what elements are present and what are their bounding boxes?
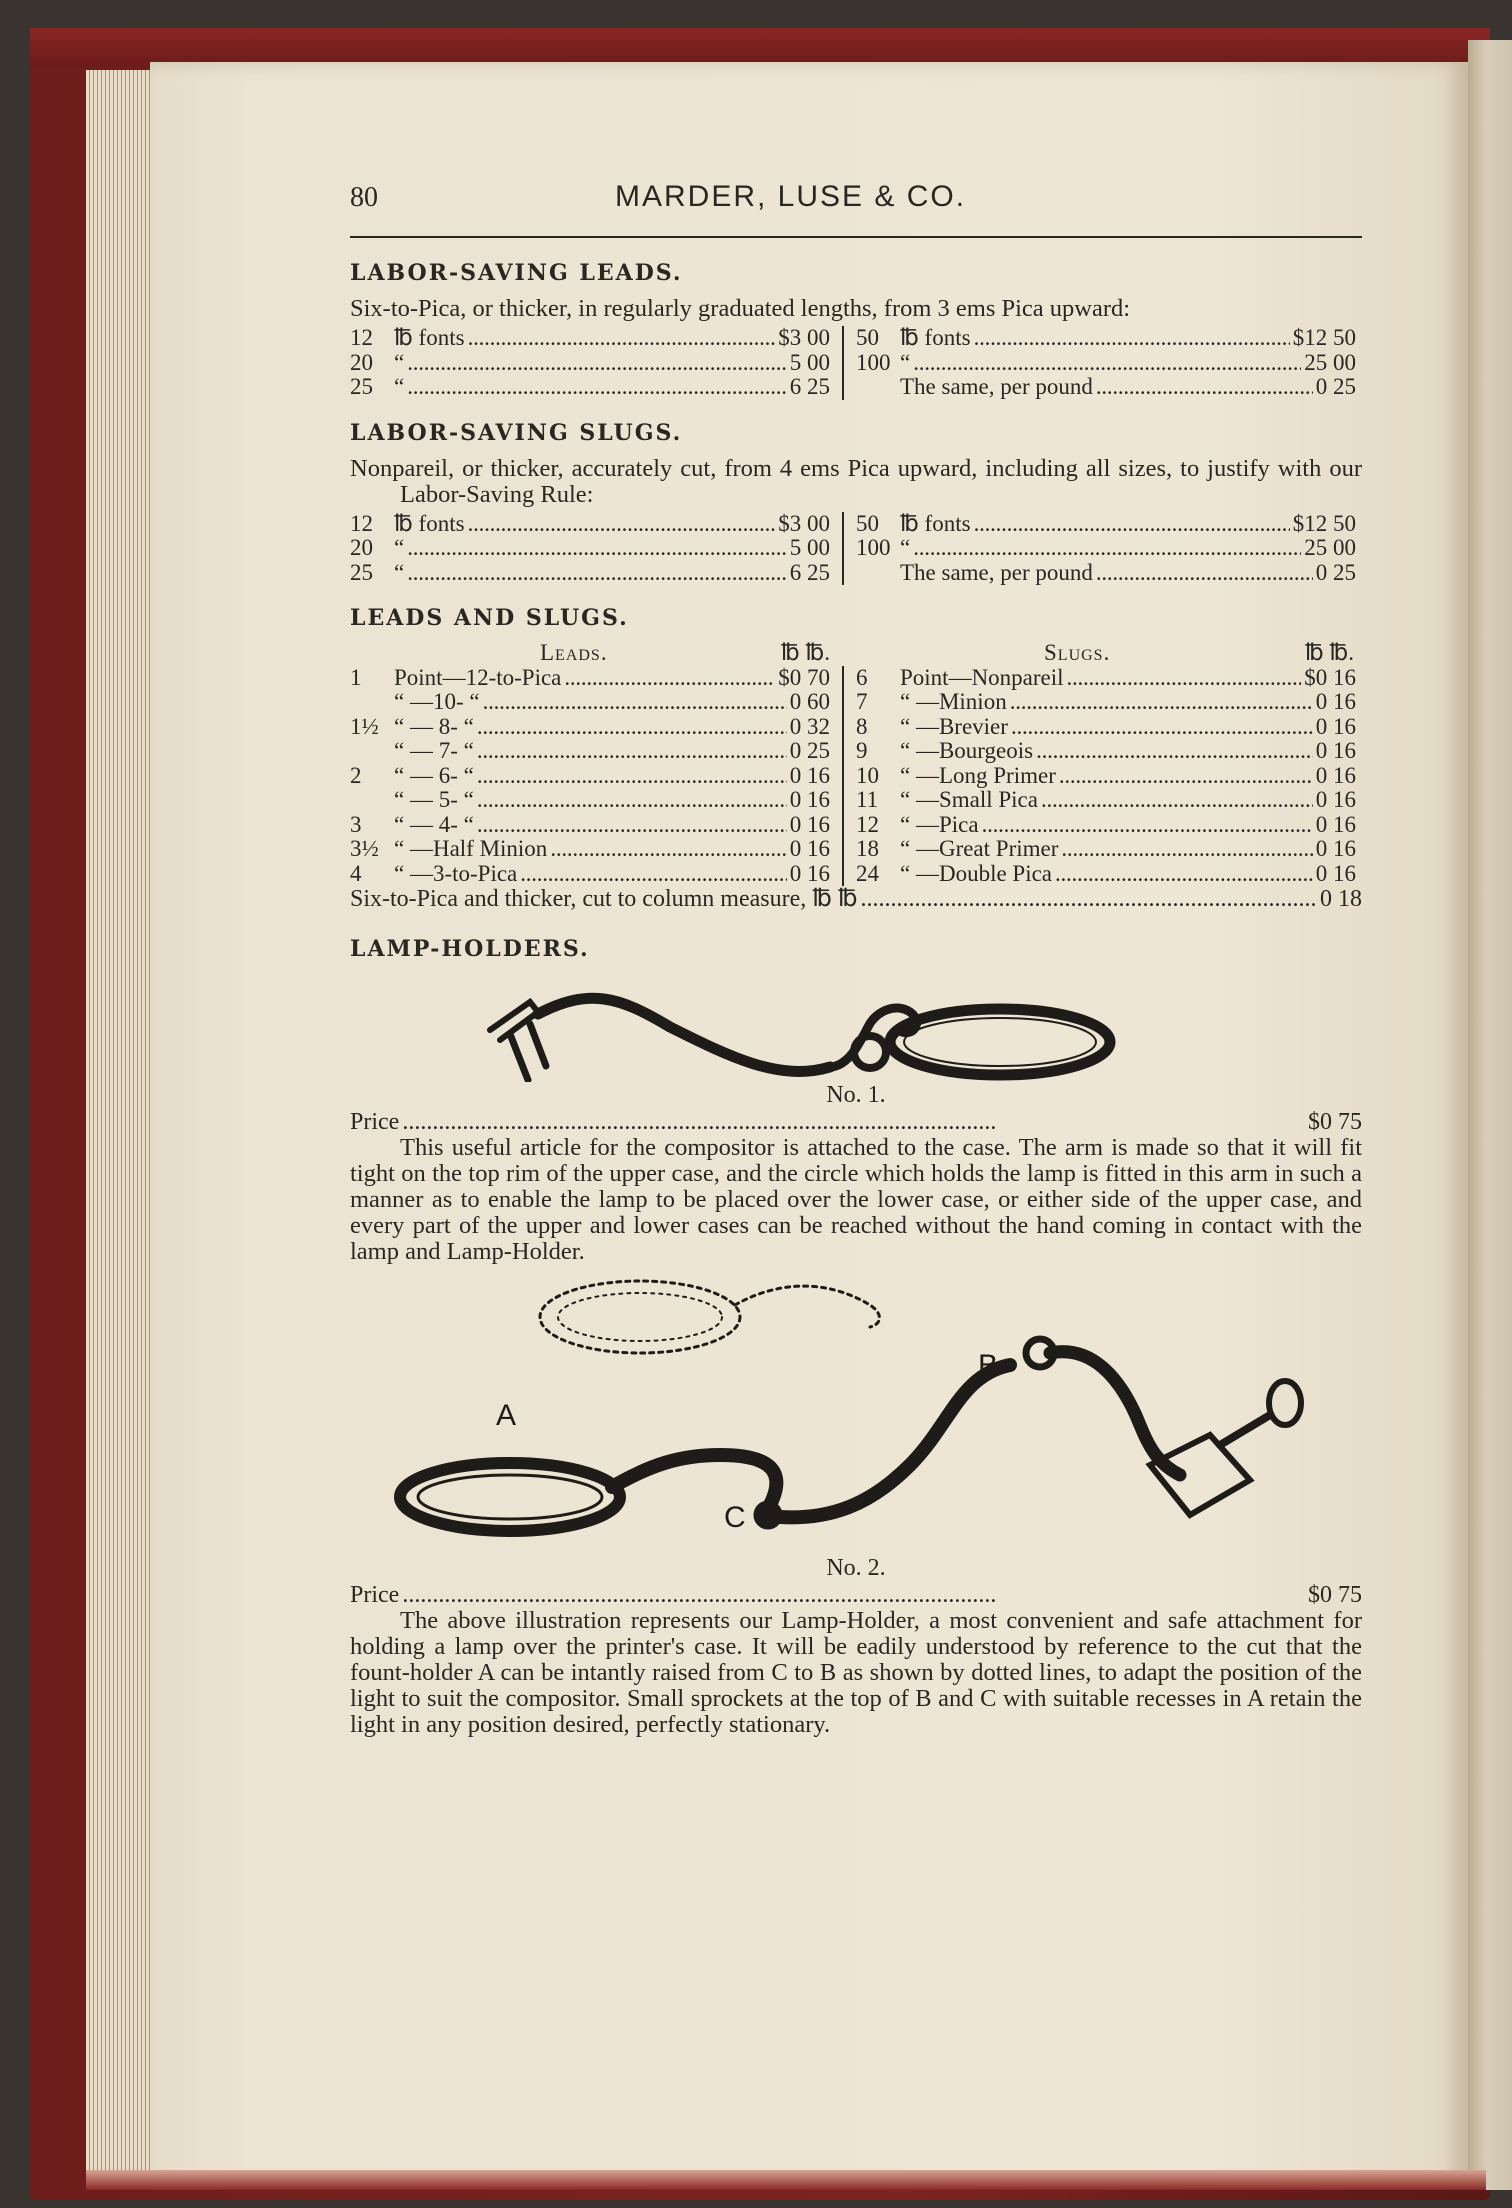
leader-dots bbox=[407, 536, 787, 561]
row-price: $12 50 bbox=[1292, 510, 1356, 536]
row-label: “ —3-to-Pica bbox=[394, 860, 518, 886]
row-label: The same, per pound bbox=[900, 559, 1093, 585]
row-label: “ —10- “ bbox=[394, 689, 480, 714]
price-row bbox=[856, 813, 1356, 838]
row-price: 0 16 bbox=[1315, 836, 1356, 861]
row-quantity: 7 bbox=[856, 689, 868, 714]
page-number: 80 bbox=[350, 182, 378, 213]
row-quantity: 2 bbox=[350, 762, 362, 788]
row-label: “ — 7- “ bbox=[394, 738, 474, 763]
label-c: C bbox=[724, 1501, 746, 1534]
leader-dots bbox=[974, 326, 1290, 351]
row-quantity: 100 bbox=[856, 349, 891, 375]
leader-dots bbox=[1067, 666, 1302, 691]
section-title-lamp-holders: LAMP-HOLDERS. bbox=[350, 936, 590, 962]
row-label: Point—Nonpareil bbox=[900, 664, 1064, 690]
price-row bbox=[856, 837, 1356, 862]
row-quantity: 3½ bbox=[350, 836, 379, 861]
leader-dots bbox=[1096, 375, 1313, 400]
row-label: The same, per pound bbox=[900, 374, 1093, 399]
lamp-holder-no1-illustration bbox=[350, 972, 1362, 1082]
row-price: 0 25 bbox=[1315, 374, 1356, 399]
slugs-left-column bbox=[350, 512, 844, 586]
row-quantity: 12 bbox=[350, 325, 373, 350]
leader-dots bbox=[407, 561, 787, 586]
leader-dots bbox=[477, 739, 787, 764]
leads-description: Six-to-Pica, or thicker, in regularly graduated lengths, from 3 ems Pica upward: bbox=[350, 295, 1131, 322]
leader-dots bbox=[982, 813, 1313, 838]
slugs-list bbox=[844, 666, 1356, 887]
leader-dots bbox=[1011, 715, 1313, 740]
price-no2: $0 75 bbox=[1308, 1582, 1362, 1608]
column-measure-label: Six-to-Pica and thicker, cut to column measure, ℔ ℔ bbox=[350, 886, 858, 912]
leader-dots bbox=[483, 690, 787, 715]
row-quantity: 24 bbox=[856, 860, 879, 886]
row-price: $3 00 bbox=[778, 325, 830, 350]
row-price: 0 16 bbox=[1315, 689, 1356, 714]
figure-caption-no1: No. 1. bbox=[826, 1082, 886, 1108]
leader-dots bbox=[913, 536, 1301, 561]
row-quantity: 25 bbox=[350, 559, 373, 585]
leads-unit: ℔ ℔. bbox=[780, 640, 830, 665]
price-row bbox=[856, 715, 1356, 740]
row-quantity bbox=[350, 788, 394, 813]
slugs-price-table bbox=[350, 512, 1362, 586]
price-row bbox=[350, 715, 830, 740]
row-quantity bbox=[350, 690, 394, 715]
row-label: “ bbox=[394, 349, 405, 375]
leader-dots bbox=[468, 326, 776, 351]
page-content bbox=[350, 180, 1362, 1738]
row-price: $0 16 bbox=[1304, 664, 1356, 690]
price-row bbox=[856, 788, 1356, 813]
row-label: “ bbox=[394, 535, 405, 560]
lamp-holder-no1-figure bbox=[350, 972, 1362, 1082]
row-price: 0 16 bbox=[1315, 787, 1356, 812]
row-label: “ — 5- “ bbox=[394, 787, 474, 812]
price-row bbox=[350, 536, 830, 561]
lamp-holder-no1-description: This useful article for the compositor is attached to the case. The arm is made so that it will fit tight on the top rim of the upper case, and the circle which holds the lamp is fitted in this arm in such a manner as to enable the lamp to be placed over the lower case, or either side of the upper case, and every part of the upper and lower cases can be reached without the hand coming in contact with the lamp and Lamp-Holder. bbox=[350, 1134, 1362, 1265]
leader-dots bbox=[1041, 788, 1313, 813]
leader-dots bbox=[913, 351, 1301, 376]
price-row-no2 bbox=[350, 1582, 1362, 1608]
row-price: 5 00 bbox=[789, 535, 830, 560]
price-row bbox=[350, 862, 830, 887]
row-quantity: 10 bbox=[856, 762, 879, 788]
leader-dots bbox=[1055, 862, 1313, 887]
leads-header: Leads. bbox=[540, 640, 608, 665]
row-price: 0 16 bbox=[1315, 713, 1356, 739]
row-quantity: 8 bbox=[856, 713, 868, 739]
row-quantity: 1½ bbox=[350, 713, 379, 739]
row-price: 0 16 bbox=[789, 787, 830, 812]
leader-dots bbox=[477, 813, 787, 838]
row-label: “ bbox=[900, 349, 911, 375]
row-quantity: 3 bbox=[350, 811, 362, 837]
row-quantity: 25 bbox=[350, 374, 373, 399]
price-row bbox=[350, 788, 830, 813]
row-price: 0 16 bbox=[789, 860, 830, 886]
row-quantity: 20 bbox=[350, 535, 373, 560]
row-label: ℔ fonts bbox=[900, 510, 971, 536]
slugs-description: Nonpareil, or thicker, accurately cut, from 4 ems Pica upward, including all sizes, to justify with our Labor-Saving Rule: bbox=[350, 454, 1362, 508]
row-price: $0 70 bbox=[778, 664, 830, 690]
row-price: 0 25 bbox=[789, 738, 830, 763]
row-label: “ —Small Pica bbox=[900, 787, 1038, 812]
leader-dots bbox=[407, 375, 787, 400]
price-row bbox=[856, 739, 1356, 764]
price-row bbox=[856, 862, 1356, 887]
row-price: 0 16 bbox=[789, 762, 830, 788]
leader-dots bbox=[402, 1109, 1305, 1135]
slugs-right-column bbox=[844, 512, 1356, 586]
price-row bbox=[350, 561, 830, 586]
section-title-leads-slugs: LEADS AND SLUGS. bbox=[350, 605, 629, 631]
lamp-holder-no2-description: The above illustration represents our Lamp-Holder, a most convenient and safe attachment for holding a lamp over the printer's case. It will be eadily understood by reference to the cut that the fount-holder A can be intantly raised from C to B as shown by dotted lines, to adapt the position of the light to suit the compositor. Small sprockets at the top of B and C with suitable recesses in A retain the light in any position desired, perfectly stationary. bbox=[350, 1607, 1362, 1738]
row-quantity bbox=[856, 561, 900, 586]
leads-col-header bbox=[350, 641, 842, 666]
row-price: 6 25 bbox=[789, 559, 830, 585]
row-price: $3 00 bbox=[778, 510, 830, 536]
lamp-holder-no2-illustration bbox=[350, 1265, 1362, 1555]
row-label: “ bbox=[394, 559, 405, 585]
price-no1: $0 75 bbox=[1308, 1109, 1362, 1135]
leader-dots bbox=[861, 886, 1317, 912]
row-quantity: 4 bbox=[350, 860, 362, 886]
figure-caption-no2: No. 2. bbox=[826, 1555, 886, 1581]
section-title-slugs: LABOR-SAVING SLUGS. bbox=[350, 419, 683, 446]
price-label-no1: Price bbox=[350, 1109, 400, 1135]
row-label: “ —Bourgeois bbox=[900, 738, 1034, 763]
row-label: ℔ fonts bbox=[394, 325, 465, 350]
price-row bbox=[856, 561, 1356, 586]
row-label: “ —Brevier bbox=[900, 713, 1008, 739]
leader-dots bbox=[468, 512, 776, 537]
row-label: “ —Pica bbox=[900, 811, 979, 837]
price-row bbox=[350, 837, 830, 862]
row-label: “ —Double Pica bbox=[900, 860, 1053, 886]
slugs-unit: ℔ ℔. bbox=[1304, 640, 1354, 665]
leader-dots bbox=[1096, 561, 1313, 586]
leader-dots bbox=[407, 351, 787, 376]
row-quantity: 50 bbox=[856, 325, 879, 350]
row-price: 0 16 bbox=[1315, 738, 1356, 763]
price-row bbox=[350, 739, 830, 764]
row-quantity: 9 bbox=[856, 738, 868, 763]
price-row bbox=[856, 536, 1356, 561]
leader-dots bbox=[1010, 690, 1313, 715]
price-row bbox=[856, 326, 1356, 351]
price-row bbox=[856, 666, 1356, 691]
row-quantity bbox=[856, 375, 900, 400]
price-row bbox=[856, 512, 1356, 537]
lamp-holder-no2-figure bbox=[350, 1265, 1362, 1555]
price-label-no2: Price bbox=[350, 1582, 400, 1608]
row-label: “ —Great Primer bbox=[900, 836, 1059, 861]
price-row bbox=[350, 764, 830, 789]
row-price: 0 16 bbox=[789, 811, 830, 837]
leads-left-column bbox=[350, 326, 844, 400]
page-header bbox=[350, 180, 1362, 238]
row-quantity: 6 bbox=[856, 664, 868, 690]
row-quantity: 1 bbox=[350, 664, 362, 690]
row-quantity: 12 bbox=[350, 510, 373, 536]
row-price: 0 60 bbox=[789, 689, 830, 714]
row-label: “ —Long Primer bbox=[900, 762, 1056, 788]
leader-dots bbox=[402, 1582, 1305, 1608]
row-price: 25 00 bbox=[1304, 349, 1356, 375]
row-price: $12 50 bbox=[1292, 325, 1356, 350]
row-label: ℔ fonts bbox=[394, 510, 465, 536]
row-price: 5 00 bbox=[789, 349, 830, 375]
slugs-header: Slugs. bbox=[1044, 640, 1111, 665]
leads-slugs-table bbox=[350, 666, 1362, 887]
row-quantity: 50 bbox=[856, 510, 879, 536]
price-row bbox=[856, 690, 1356, 715]
leader-dots bbox=[520, 862, 786, 887]
row-price: 0 16 bbox=[1315, 811, 1356, 837]
price-row bbox=[856, 351, 1356, 376]
row-label: “ bbox=[394, 374, 405, 399]
price-row bbox=[350, 666, 830, 691]
leader-dots bbox=[1061, 837, 1312, 862]
row-price: 0 16 bbox=[1315, 762, 1356, 788]
leader-dots bbox=[1059, 764, 1313, 789]
row-quantity: 12 bbox=[856, 811, 879, 837]
row-quantity: 20 bbox=[350, 349, 373, 375]
row-price: 0 16 bbox=[789, 836, 830, 861]
leads-slugs-header bbox=[350, 641, 1362, 666]
row-label: “ —Half Minion bbox=[394, 836, 548, 861]
column-measure-price: 0 18 bbox=[1320, 886, 1362, 912]
price-row bbox=[856, 375, 1356, 400]
row-label: ℔ fonts bbox=[900, 325, 971, 350]
facing-page-edge bbox=[1468, 40, 1512, 2190]
row-price: 6 25 bbox=[789, 374, 830, 399]
row-price: 0 16 bbox=[1315, 860, 1356, 886]
page-bottom-edge bbox=[86, 2170, 1486, 2190]
row-quantity: 18 bbox=[856, 836, 879, 861]
running-head: MARDER, LUSE & CO. bbox=[615, 180, 967, 213]
price-row bbox=[350, 813, 830, 838]
leads-list bbox=[350, 666, 844, 887]
label-a: A bbox=[496, 1399, 517, 1432]
leader-dots bbox=[477, 764, 787, 789]
leader-dots bbox=[477, 715, 787, 740]
leader-dots bbox=[550, 837, 786, 862]
price-row bbox=[350, 326, 830, 351]
column-measure-row bbox=[350, 886, 1362, 912]
price-row bbox=[856, 764, 1356, 789]
price-row bbox=[350, 375, 830, 400]
row-label: “ — 6- “ bbox=[394, 762, 474, 788]
row-label: Point—12-to-Pica bbox=[394, 664, 562, 690]
price-row bbox=[350, 512, 830, 537]
price-row bbox=[350, 690, 830, 715]
row-label: “ —Minion bbox=[900, 689, 1007, 714]
row-quantity: 100 bbox=[856, 535, 891, 560]
slugs-col-header bbox=[842, 641, 1354, 666]
leader-dots bbox=[1036, 739, 1313, 764]
row-quantity: 11 bbox=[856, 787, 879, 812]
row-label: “ bbox=[900, 535, 911, 560]
row-label: “ — 8- “ bbox=[394, 713, 474, 739]
row-quantity bbox=[350, 739, 394, 764]
price-row bbox=[350, 351, 830, 376]
leader-dots bbox=[564, 666, 775, 691]
leads-right-column bbox=[844, 326, 1356, 400]
row-price: 25 00 bbox=[1304, 535, 1356, 560]
row-price: 0 32 bbox=[789, 713, 830, 739]
label-b: B bbox=[978, 1349, 999, 1382]
leads-price-table bbox=[350, 326, 1362, 400]
row-label: “ — 4- “ bbox=[394, 811, 474, 837]
leader-dots bbox=[974, 512, 1290, 537]
row-price: 0 25 bbox=[1315, 559, 1356, 585]
price-row-no1 bbox=[350, 1109, 1362, 1135]
leader-dots bbox=[477, 788, 787, 813]
section-title-leads: LABOR-SAVING LEADS. bbox=[350, 260, 683, 286]
